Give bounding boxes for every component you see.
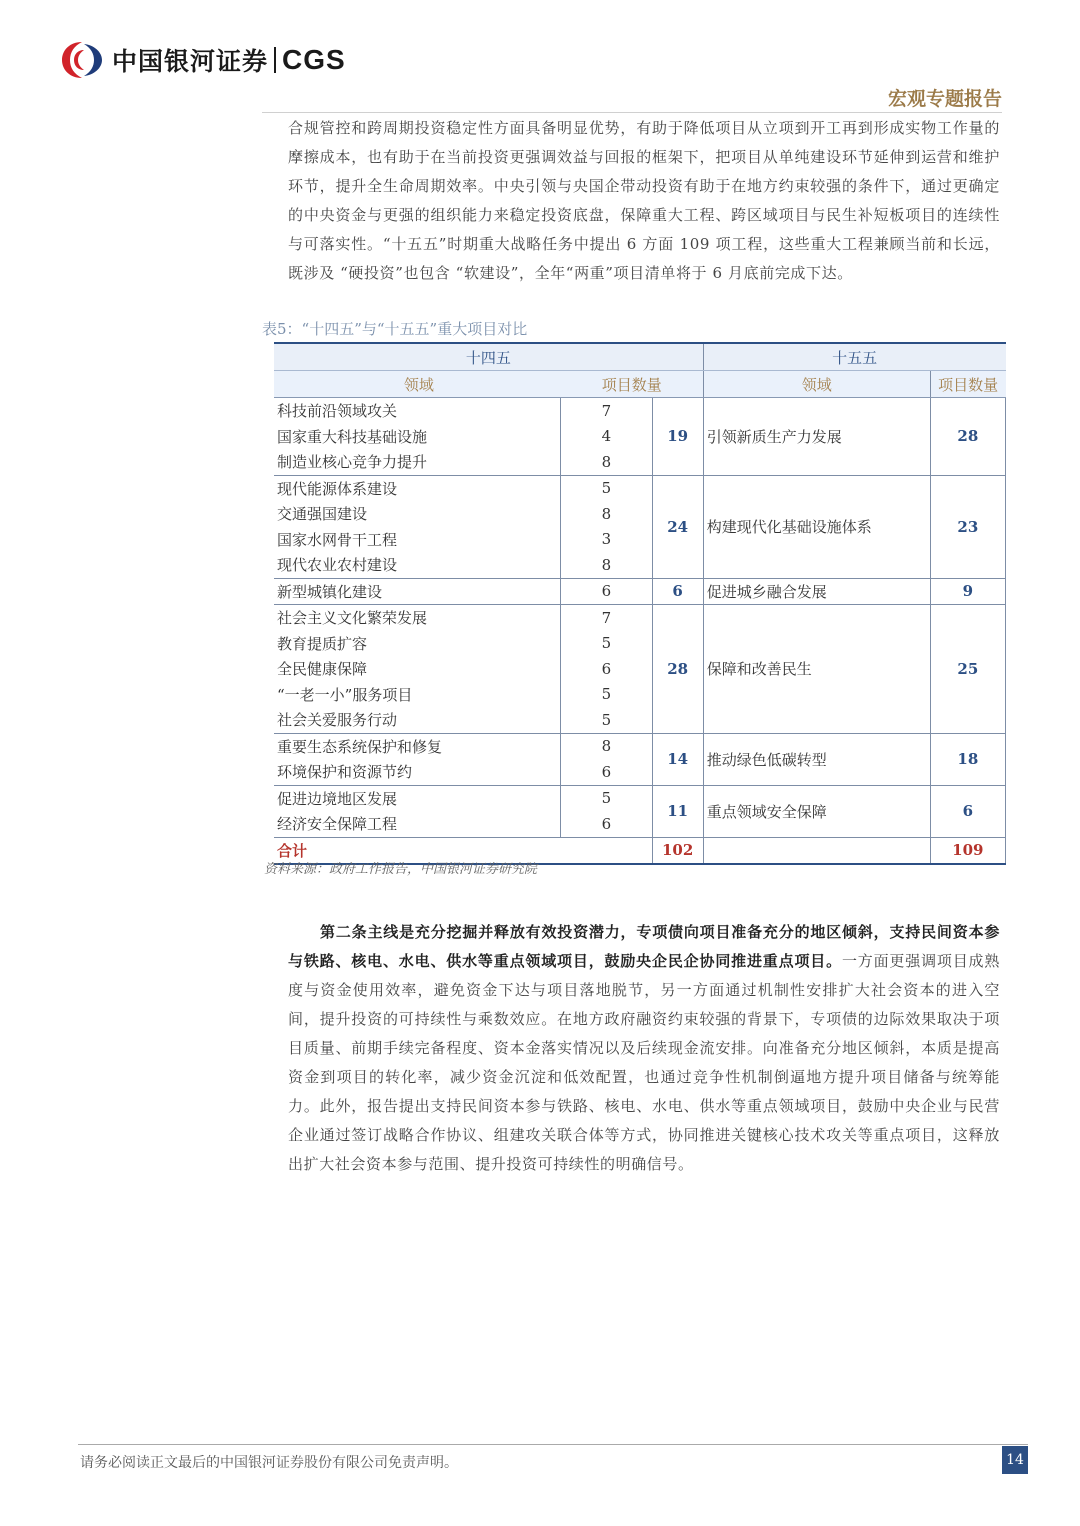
sum-label: 合计 [274, 837, 652, 864]
col-header-area: 领域 [274, 371, 561, 398]
count-cell-2: 6 [930, 785, 1005, 837]
col-header-count-2: 项目数量 [930, 371, 1005, 398]
area-cell: 环境保护和资源节约 [274, 759, 561, 785]
col-header-area-2: 领域 [703, 371, 930, 398]
count-cell: 8 [561, 733, 652, 759]
area-cell-2: 促进城乡融合发展 [703, 578, 930, 605]
comparison-table-wrapper [264, 342, 1006, 865]
count-cell-2: 23 [930, 475, 1005, 578]
report-type-title: 宏观专题报告 [887, 88, 1002, 110]
count-cell-2: 9 [930, 578, 1005, 605]
table-caption: 表5：“十四五”与“十五五”重大项目对比 [262, 320, 528, 338]
area-cell: 重要生态系统保护和修复 [277, 737, 443, 756]
count-cell: 8 [561, 449, 652, 475]
group-header-15th: 十五五 [703, 343, 1005, 371]
count-cell: 6 [561, 811, 652, 837]
body-paragraph-1: 合规管控和跨周期投资稳定性方面具备明显优势，有助于降低项目从立项到开工再到形成实物工作量的摩擦成本，也有助于在当前投资更强调效益与回报的框架下，把项目从单纯建设环节延伸到运营和维护环节，提升全生命周期效率。中央引领与央国企带动投资有助于在地方约束较强的条件下，通过更确定的中央资金与更强的组织能力来稳定投资底盘，保障重大工程、跨区域项目与民生补短板项目的连续性与可落实性。“十五五”时期重大战略任务中提出 6 方面 109 项工程，这些重大工程兼顾当前和长远，既涉及 “硬投资”也包含 “软建设”，全年“两重”项目清单将于 6 月底前完成下达。 [288, 119, 1000, 282]
header-divider [262, 112, 1002, 113]
area-cell: 科技前沿领域攻关 [277, 402, 398, 421]
count-cell-2: 25 [930, 605, 1005, 734]
logo-english-name: CGS [282, 44, 346, 75]
area-cell: 教育提质扩容 [277, 634, 368, 653]
footer-divider [78, 1444, 1028, 1445]
group-total-cell: 14 [652, 733, 703, 785]
area-cell: 经济安全保障工程 [274, 811, 561, 837]
group-header-14th: 十四五 [274, 343, 703, 371]
group-total-cell: 24 [652, 475, 703, 578]
area-cell: “一老一小”服务项目 [277, 685, 413, 704]
area-cell: 新型城镇化建设 [274, 578, 561, 605]
area-cell: 国家重大科技基础设施 [277, 427, 428, 446]
group-total-cell: 6 [652, 578, 703, 605]
comparison-table [274, 342, 1006, 865]
count-cell: 5 [561, 707, 652, 733]
area-cell: 国家水网骨干工程 [277, 530, 398, 549]
area-cell: 现代能源体系建设 [277, 479, 398, 498]
count-cell: 5 [561, 631, 652, 657]
count-cell: 5 [561, 682, 652, 708]
area-cell-2: 推动绿色低碳转型 [703, 733, 930, 785]
paragraph-2-lead: 第二条主线是充分挖掘并释放有效投资潜力，专项债向项目准备充分的地区倾斜，支持民间资本参与铁路、核电、水电、供水等重点领域项目，鼓励央企民企协同推进重点项目。 [288, 923, 1000, 970]
table-source-note: 资料来源：政府工作报告，中国银河证券研究院 [264, 862, 538, 877]
area-cell: 制造业核心竞争力提升 [274, 449, 561, 475]
count-cell: 6 [561, 656, 652, 682]
area-cell: 现代农业农村建设 [274, 552, 561, 578]
logo-chinese-name: 中国银河证券 [112, 47, 269, 76]
cgs-logo-icon [60, 40, 104, 80]
table-body [274, 398, 1006, 864]
area-cell: 社会主义文化繁荣发展 [277, 609, 428, 628]
count-cell: 3 [561, 527, 652, 553]
sum-total-14th: 102 [652, 837, 703, 864]
count-cell: 6 [561, 578, 652, 605]
area-cell: 社会关爱服务行动 [274, 707, 561, 733]
paragraph-2-body: 一方面更强调项目成熟度与资金使用效率，避免资金下达与项目落地脱节，另一方面通过机制性安排扩大社会资本的进入空间，提升投资的可持续性与乘数效应。在地方政府融资约束较强的背景下，专项债的边际效果取决于项目质量、前期手续完备程度、资本金落实情况以及后续现金流安排。向准备充分地区倾斜，本质是提高资金到项目的转化率，减少资金沉淀和低效配置，也通过竞争性机制倒逼地方提升项目储备与统筹能力。此外，报告提出支持民间资本参与铁路、核电、水电、供水等重点领域项目，鼓励中央企业与民营企业通过签订战略合作协议、组建攻关联合体等方式，协同推进关键核心技术攻关等重点项目，这释放出扩大社会资本参与范围、提升投资可持续性的明确信号。 [288, 952, 1000, 1173]
area-cell: 促进边境地区发展 [277, 789, 398, 808]
area-cell-2: 保障和改善民生 [703, 605, 930, 734]
count-cell: 8 [561, 552, 652, 578]
count-cell: 7 [561, 605, 652, 631]
page-number: 14 [1002, 1446, 1028, 1474]
count-cell: 5 [561, 475, 652, 501]
count-cell-2: 18 [930, 733, 1005, 785]
body-paragraph-2 [288, 918, 1000, 1179]
area-cell-2: 引领新质生产力发展 [703, 398, 930, 476]
count-cell: 7 [561, 398, 652, 424]
sum-total-15th: 109 [930, 837, 1005, 864]
footer-disclaimer: 请务必阅读正文最后的中国银河证券股份有限公司免责声明。 [80, 1455, 458, 1471]
area-cell-2: 重点领域安全保障 [703, 785, 930, 837]
count-cell: 5 [561, 785, 652, 811]
area-cell: 全民健康保障 [277, 660, 368, 679]
logo-separator [274, 47, 276, 73]
count-cell: 8 [561, 501, 652, 527]
area-cell-2: 构建现代化基础设施体系 [703, 475, 930, 578]
sum-blank [703, 837, 930, 864]
col-header-count: 项目数量 [561, 371, 704, 398]
count-cell: 6 [561, 759, 652, 785]
area-cell: 交通强国建设 [277, 505, 368, 524]
group-total-cell: 19 [652, 398, 703, 476]
count-cell-2: 28 [930, 398, 1005, 476]
count-cell: 4 [561, 424, 652, 450]
group-total-cell: 11 [652, 785, 703, 837]
company-logo [60, 40, 346, 80]
group-total-cell: 28 [652, 605, 703, 734]
